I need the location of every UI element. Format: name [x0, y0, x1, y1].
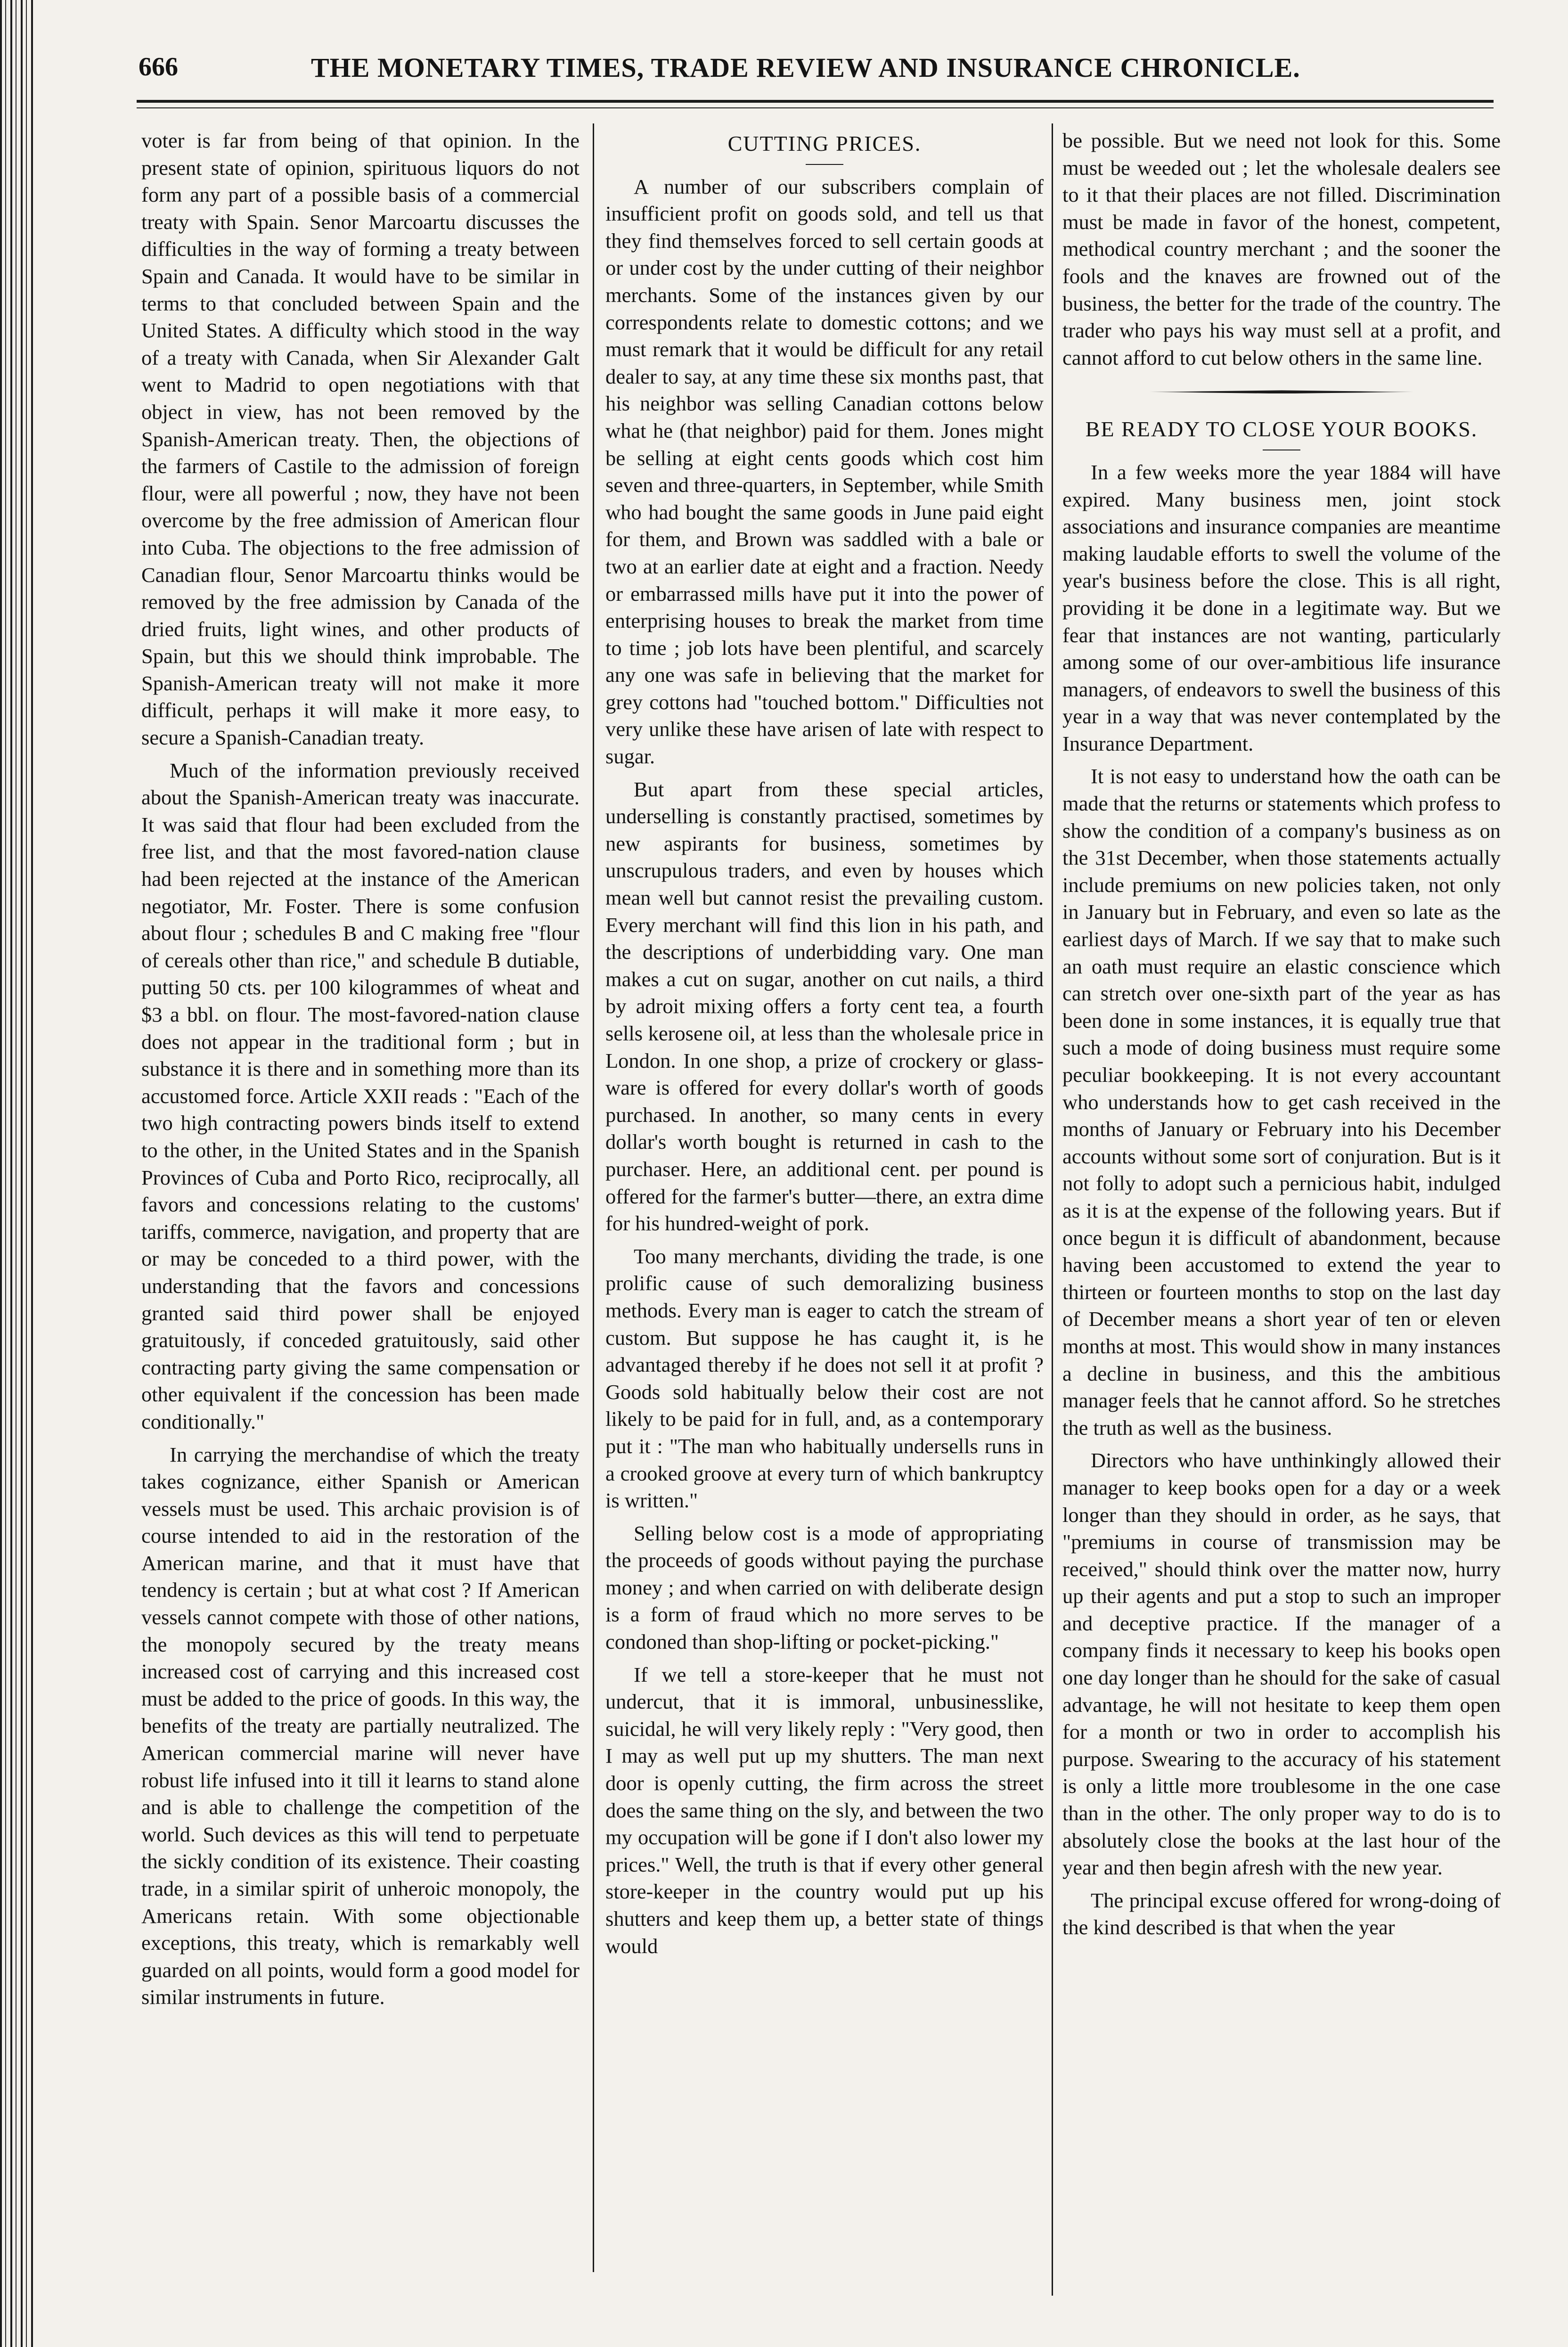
col2-paragraph: If we tell a store-keeper that he must not undercut, that it is immoral, unbusinesslike, suicidal, he will very likely reply : "Very good, then I may as well put up my shutters. The man next door is openly cutting, the firm across the street does the same thing on the sly, and between the two my occupation will be gone if I don't also lower my prices." Well, the truth is that if every other general store-keeper in the country would put up his shutters and keep them up, a better state of things would	[605, 1662, 1044, 1958]
col2-paragraph: Selling below cost is a mode of appropriating the proceeds of goods without paying the purchase money ; and when carried on with deliberate design is a form of fraud which no more serves to be condoned than shop-lifting or pocket-picking."	[605, 1521, 1044, 1654]
page-header	[132, 47, 1489, 99]
col2-paragraph: Too many merchants, dividing the trade, is one prolific cause of such demoralizing business methods. Every man is eager to catch the stream of custom. But suppose he has caught it, is he advantaged thereby if he does not sell it at profit ? Goods sold habitually below their cost are not likely to be paid for in full, and, as a contemporary put it : "The man who habitually undersells runs in a crooked groove at every turn of which bankruptcy is written."	[605, 1244, 1044, 1513]
col3-paragraph: The principal excuse offered for wrong-doing of the kind described is that when the year	[1062, 1888, 1501, 1939]
masthead-title: THE MONETARY TIMES, TRADE REVIEW AND INSURANCE CHRONICLE.	[311, 52, 1300, 83]
column-2	[605, 127, 1044, 2295]
col3-paragraph: In a few weeks more the year 1884 will have expired. Many business men, joint stock associations and insurance companies are meantime making laudable efforts to swell the volume of the year's business before the close. This is all right, providing it be done in a legitimate way. But we fear that instances are not wanting, particularly among some of our over-ambitious life insurance managers, of endeavors to swell the business of this year in a way that was never contemplated by the Insurance Department.	[1062, 460, 1501, 755]
col1-paragraph: voter is far from being of that opinion. In the present state of opinion, spirituous liquors do not form any part of a possible basis of a commercial treaty with Spain. Senor Marcoartu discusses the difficulties in the way of forming a treaty between Spain and Canada. It would have to be similar in terms to that concluded between Spain and the United States. A difficulty which stood in the way of a treaty with Canada, when Sir Alexander Galt went to Madrid to open negotiations with that object in view, has not been removed by the Spanish-American treaty. Then, the objections of the farmers of Castile to the admission of foreign flour, were all powerful ; now, they have not been overcome by the free admission of American flour into Cuba. The objections to the free admission of Canadian flour, Senor Marcoartu thinks would be removed by the free admission by Canada of the dried fruits, light wines, and other products of Spain, but this we should think improbable. The Spanish-American treaty will not make it more difficult, perhaps it will make it more easy, to secure a Spanish-Canadian treaty.	[141, 129, 580, 750]
heading-dash	[806, 164, 843, 165]
article-heading-cutting-prices: CUTTING PRICES.	[727, 131, 922, 155]
column-1	[141, 127, 580, 2295]
col3-intro-paragraph: be possible. But we need not look for this. Some must be weeded out ; let the wholesale dealers see to it that their places are not filled. Discrimination must be made in favor of the honest, competent, methodical country merchant ; and the sooner the fools and the knaves are frowned out of the business, the better for the trade of the country. The trader who pays his way must sell at a profit, and cannot afford to cut below others in the same line.	[1062, 129, 1501, 369]
column-3	[1062, 127, 1501, 2295]
col3-paragraph: Directors who have unthinkingly allowed their manager to keep books open for a day or a week longer than they should in order, as he says, that "premiums in course of transmission may be received," should think over the matter now, hurry up their agents and put a stop to such an improper and deceptive practice. If the manager of a company finds it necessary to keep his books open one day longer than he should for the sake of casual advantage, he will not hesitate to keep them open for a month or two in order to accomplish his purpose. Swearing to the accuracy of his statement is only a little more troublesome in the one case than in the other. The only proper way to do is to absolutely close the books at the last hour of the year and then begin afresh with the new year.	[1062, 1448, 1501, 1880]
section-divider-ornament	[1150, 390, 1413, 394]
col1-paragraph: In carrying the merchandise of which the treaty takes cognizance, either Spanish or American vessels must be used. This archaic provision is of course intended to aid in the restoration of the American marine, and that it must have that tendency is certain ; but at what cost ? If American vessels cannot compete with those of other nations, the monopoly secured by the treaty means increased cost of carrying and this increased cost must be added to the price of goods. In this way, the benefits of the treaty are partially neutralized. The American commercial marine will never have robust life infused into it till it learns to stand alone and is able to challenge the competition of the world. Such devices as this will tend to perpetuate the sickly condition of its existence. Their coasting trade, in a similar spirit of unheroic monopoly, the Americans retain. With some objectionable exceptions, this treaty, which is remarkably well guarded on all points, would form a good model for similar instruments in future.	[141, 1442, 580, 2009]
col2-paragraph: But apart from these special articles, underselling is constantly practised, sometimes by new aspirants for business, sometimes by unscrupulous traders, and even by houses which mean well but cannot resist the prevailing custom. Every merchant will find this lion in his path, and the descriptions of underbidding vary. One man makes a cut on sugar, another on cut nails, a third by adroit mixing offers a forty cent tea, a fourth sells kerosene oil, at less than the wholesale price in London. In one shop, a prize of crockery or glass-ware is offered for every dollar's worth of goods purchased. In another, so many cents in every dollar's worth bought is returned in cash to the purchaser. Here, an additional cent. per pound is offered for the farmer's butter—there, an extra dime for his hundred-weight of pork.	[605, 777, 1044, 1235]
column-divider-2	[1052, 123, 1053, 2296]
col1-paragraph: Much of the information previously received about the Spanish-American treaty was inaccurate. It was said that flour had been excluded from the free list, and that the most favored-nation clause had been rejected at the instance of the American negotiator, Mr. Foster. There is some confusion about flour ; schedules B and C making free "flour of cereals other than rice," and schedule B dutiable, putting 50 cts. per 100 kilogrammes of wheat and $3 a bbl. on flour. The most-favored-nation clause does not appear in the traditional form ; but in substance it is there and in something more than its accustomed force. Article XXII reads : "Each of the two high contracting powers binds itself to extend to the other, in the United States and in the Spanish Provinces of Cuba and Porto Rico, reciprocally, all favors and concessions relating to the customs' tariffs, commerce, navigation, and property that are or may be conceded to a third power, with the understanding that the favors and concessions granted said third power shall be enjoyed gratuitously, if conceded gratuitously, said other contracting party giving the same compensation or other equivalent if the concession has been made conditionally."	[141, 758, 580, 1433]
column-divider-1	[593, 123, 594, 2272]
col2-paragraph: A number of our subscribers complain of insufficient profit on goods sold, and tell us that they find themselves forced to sell certain goods at or under cost by the under cutting of their neighbor merchants. Some of the instances given by our correspondents relate to domestic cottons; and we must remark that it would be difficult for any retail dealer to say, at any time these six months past, that his neighbor was selling Canadian cottons below what he (that neighbor) paid for them. Jones might be selling at eight cents goods which cost him seven and three-quarters, in September, while Smith who had bought the same goods in June paid eight for them, and Brown was saddled with a bale or two at an earlier date at eight and a fraction. Needy or embarrassed mills have put it into the power of enterprising houses to break the market from time to time ; job lots have been plentiful, and scarcely any one was safe in believing that the market for grey cottons had "touched bottom." Difficulties not very unlike these have arisen of late with respect to sugar.	[605, 174, 1044, 769]
header-rule-thick	[137, 100, 1494, 103]
book-binding-edge	[0, 0, 33, 2347]
col3-paragraph: It is not easy to understand how the oath can be made that the returns or statements which profess to show the condition of a company's business as on the 31st December, when those statements actually include premiums on new policies taken, not only in January but in February, and even so late as the earliest days of March. If we say that to make such an oath must require an elastic conscience which can stretch over one-sixth part of the year as has been done in some instances, it is equally true that such a mode of doing business must require some peculiar bookkeeping. It is not every accountant who understands how to get cash received in the months of January or February into his December accounts without some sort of conjuration. But is it not folly to adopt such a pernicious habit, indulged as it is at the expense of the following years. But if once begun it is difficult of abandonment, because having been accustomed to extend the year to thirteen or fourteen months to stop on the last day of December means a short year of ten or eleven months at most. This would show in many instances a decline in business, and this the ambitious manager feels that he cannot afford. So he stretches the truth as well as the business.	[1062, 764, 1501, 1439]
header-rule-thin	[137, 107, 1494, 108]
page-number: 666	[139, 52, 178, 82]
article-heading-close-books: BE READY TO CLOSE YOUR BOOKS.	[1085, 417, 1478, 442]
